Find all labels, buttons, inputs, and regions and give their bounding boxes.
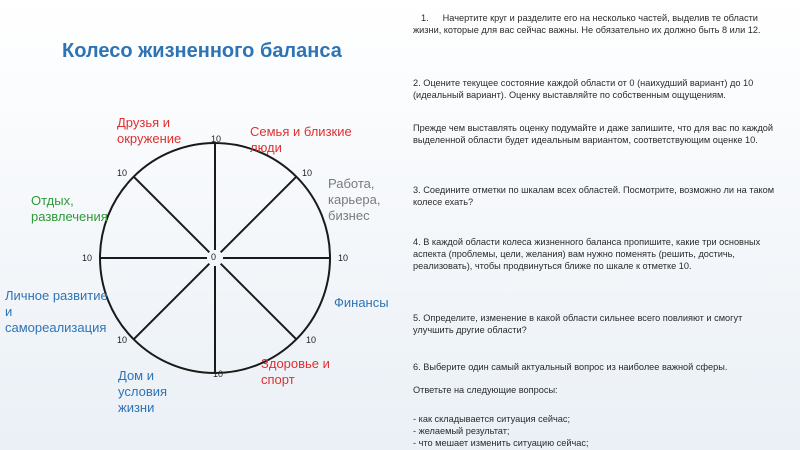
instruction-step3: 3. Соедините отметки по шкалам всех областей. Посмотрите, возможно ли на таком колесе ехать? <box>413 185 775 207</box>
step1-text: Начертите круг и разделите его на несколько частей, выделив те области жизни, которые для вас сейчас важны. Не обязательно их должно быть 8 или 12. <box>413 13 761 35</box>
tick-right: 10 <box>338 253 349 263</box>
sector-label-health: Здоровье и спорт <box>261 356 330 387</box>
sector-label-finance: Финансы <box>334 295 389 310</box>
tick-center: 0 <box>211 252 217 262</box>
tick-left: 10 <box>82 253 93 263</box>
instruction-step5: 5. Определите, изменение в какой области сильнее всего повлияют и смогут улучшить другие области? <box>413 313 743 335</box>
question-obstacles: - что мешает изменить ситуацию сейчас; <box>413 438 589 448</box>
instruction-step4: 4. В каждой области колеса жизненного баланса пропишите, какие три основных аспекта (проблемы, цели, желания) вам нужно поменять (решить, достичь, реализовать), чтобы продвинуться ближе по шкале к отметке 10. <box>413 237 761 271</box>
tick-top-right: 10 <box>302 168 313 178</box>
instruction-step2-note: Прежде чем выставлять оценку подумайте и даже запишите, что для вас по каждой выделенной области будет идеальным вариантом, соответствующим оценке 10. <box>413 123 774 145</box>
sector-label-home: Дом и условия жизни <box>118 368 168 415</box>
sector-label-self-development: Личное развитие и самореализация <box>5 288 108 335</box>
tick-bottom-right: 10 <box>306 335 317 345</box>
wheel-spoke <box>221 264 297 340</box>
question-desired-result: - желаемый результат; <box>413 426 510 436</box>
wheel-spoke <box>221 177 297 253</box>
sector-label-leisure: Отдых, развлечения <box>31 193 108 224</box>
tick-bottom: 10 <box>213 369 224 379</box>
tick-top: 10 <box>211 134 222 144</box>
wheel-spoke <box>134 177 210 253</box>
slide-title: Колесо жизненного баланса <box>62 40 342 62</box>
step1-number: 1. <box>421 13 429 23</box>
instruction-step1 <box>413 12 781 36</box>
instruction-step2: 2. Оцените текущее состояние каждой области от 0 (наихудший вариант) до 10 (идеальный вариант). Оценку выставляйте по собственным ощущениям. <box>413 78 754 100</box>
instruction-step6: 6. Выберите один самый актуальный вопрос из наиболее важной сферы. <box>413 362 728 372</box>
tick-top-left: 10 <box>117 168 128 178</box>
sector-label-family: Семья и близкие люди <box>250 124 352 155</box>
question-current-situation: - как складывается ситуация сейчас; <box>413 414 571 424</box>
sector-label-work: Работа, карьера, бизнес <box>328 176 381 223</box>
wheel-spoke <box>134 264 210 340</box>
questions-intro: Ответьте на следующие вопросы: <box>413 385 558 395</box>
sector-label-friends: Друзья и окружение <box>117 115 182 146</box>
tick-bottom-left: 10 <box>117 335 128 345</box>
